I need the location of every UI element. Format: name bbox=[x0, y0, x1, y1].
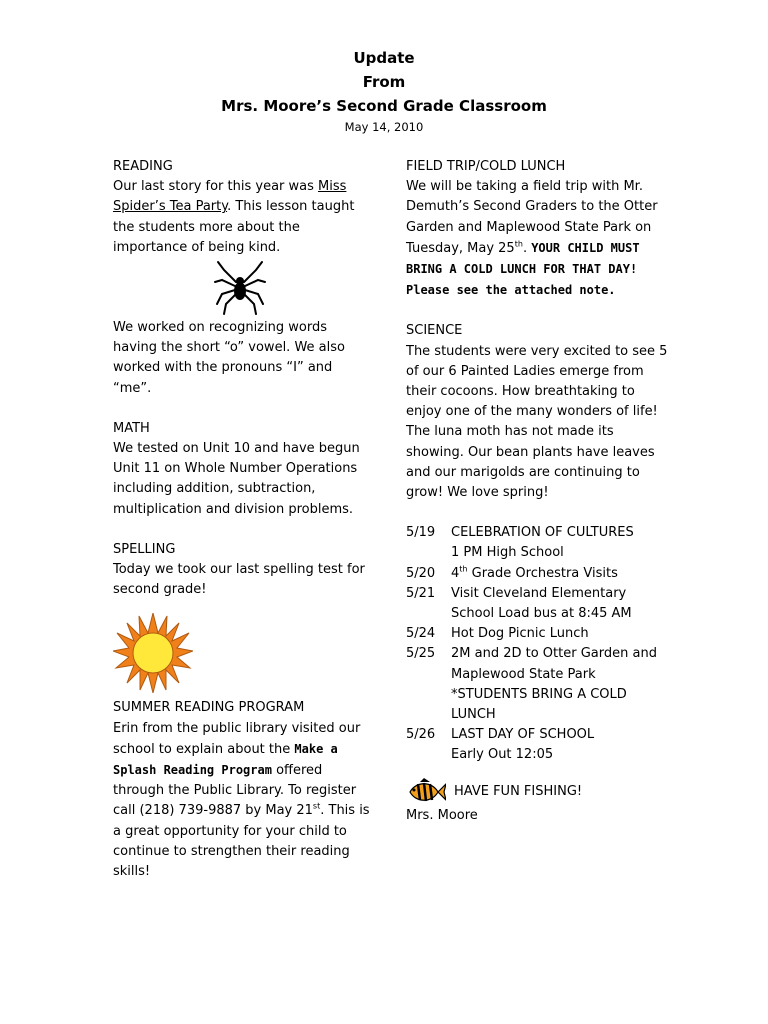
program-name: Make a Splash Reading Program bbox=[113, 741, 338, 778]
story-title: Miss Spider’s Tea Party bbox=[113, 179, 347, 215]
have-fun-text: HAVE FUN FISHING! bbox=[454, 783, 583, 799]
schedule-date: 5/26 bbox=[406, 727, 436, 743]
cold-lunch-notice: YOUR CHILD MUST BRING A COLD LUNCH FOR THAT DAY! Please see the attached note. bbox=[406, 240, 640, 298]
newsletter-date: May 14, 2010 bbox=[344, 120, 424, 134]
field-trip-sup: th bbox=[514, 239, 523, 249]
summer-heading: SUMMER READING PROGRAM bbox=[113, 700, 305, 716]
reading-paragraph-1 bbox=[113, 177, 373, 258]
schedule-event: CELEBRATION OF CULTURES bbox=[451, 525, 634, 541]
reading-p1-post: . This lesson taught the students more about the importance of being kind. bbox=[113, 199, 355, 255]
signature: Mrs. Moore bbox=[406, 807, 478, 823]
schedule-event-pre: 4 bbox=[451, 565, 460, 581]
spelling-section bbox=[113, 540, 373, 601]
schedule-event: Early Out 12:05 bbox=[451, 747, 554, 763]
left-column bbox=[113, 157, 373, 882]
schedule-event: LAST DAY OF SCHOOL bbox=[451, 727, 595, 743]
title-update: Update bbox=[353, 49, 415, 67]
schedule-event: 1 PM High School bbox=[451, 545, 564, 561]
schedule-date: 5/19 bbox=[406, 525, 436, 541]
science-heading: SCIENCE bbox=[406, 323, 463, 339]
schedule-event: Hot Dog Picnic Lunch bbox=[451, 626, 589, 642]
math-section bbox=[113, 419, 373, 520]
schedule-date bbox=[406, 745, 451, 765]
field-trip-section bbox=[406, 157, 671, 301]
schedule-event: *STUDENTS BRING A COLD LUNCH bbox=[451, 686, 627, 723]
summer-p-mid: offered through the Public Library. To register call (218) 739-9887 by May 21 bbox=[113, 763, 357, 819]
science-text: The students were very excited to see 5 of our 6 Painted Ladies emerge from their cocoons. How breathtaking to enjoy one of the many wonders of life! The luna moth has not made its showing. Our bean plants have leaves and our marigolds are continuing to grow! We love spring! bbox=[406, 343, 668, 501]
spider-icon-wrap bbox=[113, 258, 373, 318]
schedule-date bbox=[406, 685, 451, 725]
summer-p-sup: st bbox=[312, 802, 321, 812]
field-trip-pre: We will be taking a field trip with Mr. Demuth’s Second Graders to the Otter Garden and Maplewood State Park on Tuesday, May 25 bbox=[406, 179, 658, 256]
schedule-date: 5/24 bbox=[406, 626, 436, 642]
schedule-event-sup: th bbox=[459, 564, 468, 574]
summer-reading-section bbox=[113, 698, 373, 882]
field-trip-heading: FIELD TRIP/COLD LUNCH bbox=[406, 159, 566, 174]
schedule-event bbox=[451, 564, 671, 584]
spelling-heading: SPELLING bbox=[113, 541, 176, 557]
summer-p-pre: Erin from the public library visited our school to explain about the bbox=[113, 720, 361, 757]
reading-section bbox=[113, 157, 373, 399]
schedule-event-text: Grade Orchestra Visits bbox=[467, 565, 618, 581]
reading-heading: READING bbox=[113, 159, 173, 174]
schedule-event: Visit Cleveland Elementary School Load bus at 8:45 AM bbox=[451, 585, 632, 622]
field-trip-dot: . bbox=[522, 240, 532, 256]
right-column bbox=[406, 157, 671, 826]
reading-p1-pre: Our last story for this year was bbox=[113, 179, 319, 195]
fish-icon bbox=[406, 778, 446, 806]
schedule-date: 5/20 bbox=[406, 565, 436, 581]
field-trip-text bbox=[406, 177, 671, 301]
schedule-list bbox=[406, 523, 671, 765]
sun-icon-wrap bbox=[113, 600, 373, 698]
spelling-text: Today we took our last spelling test for second grade! bbox=[113, 562, 365, 598]
sun-icon bbox=[113, 613, 193, 693]
title-classroom: Mrs. Moore’s Second Grade Classroom bbox=[221, 97, 547, 115]
math-text: We tested on Unit 10 and have begun Unit 11 on Whole Number Operations including addition, subtraction, multiplication and division problems. bbox=[113, 441, 360, 517]
math-heading: MATH bbox=[113, 420, 150, 436]
summer-p-post: . This is a great opportunity for your child to continue to strengthen their reading skills! bbox=[113, 803, 370, 880]
reading-paragraph-2: We worked on recognizing words having the short “o” vowel. We also worked with the pronouns “I” and “me”. bbox=[113, 320, 345, 396]
schedule-event: 2M and 2D to Otter Garden and Maplewood State Park bbox=[451, 646, 657, 682]
schedule-date: 5/25 bbox=[406, 646, 436, 662]
schedule-date: 5/21 bbox=[406, 585, 436, 601]
title-from: From bbox=[362, 73, 406, 91]
schedule-date bbox=[406, 543, 451, 563]
science-section bbox=[406, 321, 671, 503]
summer-text bbox=[113, 719, 373, 883]
spider-icon bbox=[214, 260, 266, 316]
